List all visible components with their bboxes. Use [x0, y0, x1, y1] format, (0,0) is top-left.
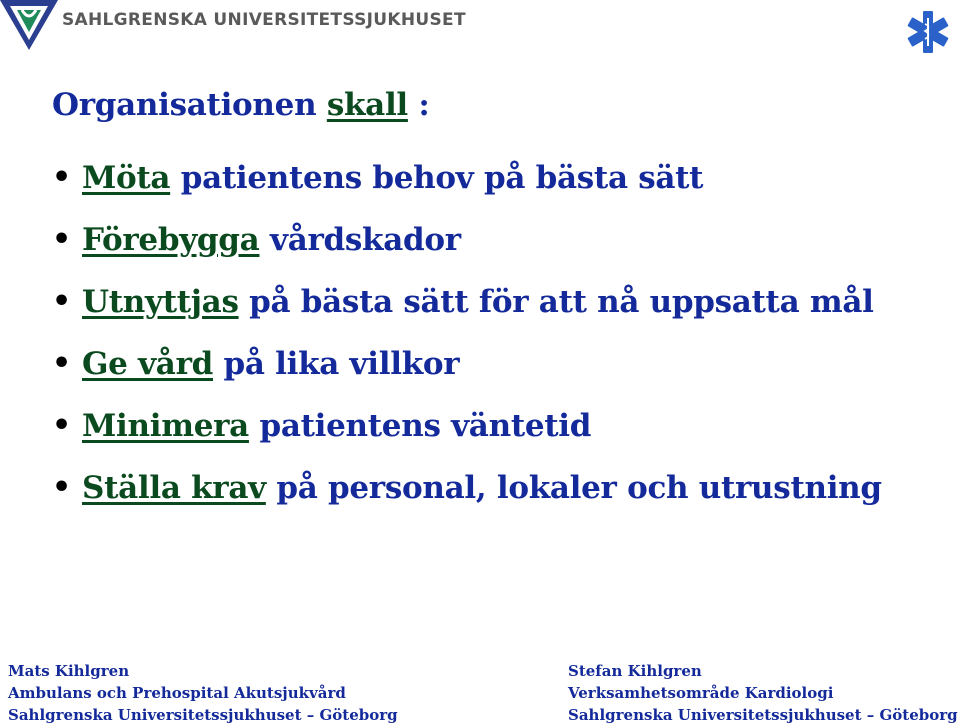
bullet-item	[52, 212, 932, 268]
footer-left-name: Mats Kihlgren	[8, 662, 130, 680]
title-suffix: :	[407, 87, 430, 123]
bullet-item	[52, 274, 942, 330]
bullet-text: patientens behov på bästa sätt	[170, 160, 704, 196]
brand-name: SAHLGRENSKA UNIVERSITETSSJUKHUSET	[62, 10, 466, 30]
bullet-emphasis: Ge vård	[82, 346, 213, 382]
footer-left-org: Sahlgrenska Universitetssjukhuset – Göteborg	[8, 706, 398, 724]
bullet-item	[52, 398, 932, 454]
slide-header	[0, 0, 960, 60]
bullet-text: på bästa sätt för att nå uppsatta mål	[238, 284, 874, 320]
title-emphasis: skall	[326, 87, 408, 123]
bullet-text: på lika villkor	[213, 346, 460, 382]
slide-content	[52, 84, 932, 522]
bullet-emphasis: Möta	[82, 160, 171, 196]
footer-left	[8, 660, 398, 726]
sahlgrenska-logo-icon	[0, 0, 58, 56]
bullet-emphasis: Ställa krav	[82, 470, 266, 506]
bullet-text: på personal, lokaler och utrustning	[265, 470, 882, 506]
bullet-emphasis: Utnyttjas	[82, 284, 239, 320]
bullet-emphasis: Förebygga	[82, 222, 260, 258]
bullet-item	[52, 336, 932, 392]
footer-left-unit: Ambulans och Prehospital Akutsjukvård	[8, 684, 346, 702]
footer-right-name: Stefan Kihlgren	[568, 662, 702, 680]
footer-right-unit: Verksamhetsområde Kardiologi	[568, 684, 834, 702]
star-of-life-icon	[906, 10, 950, 54]
title-prefix: Organisationen	[52, 87, 327, 123]
slide-title	[52, 84, 932, 126]
bullet-item	[52, 460, 942, 516]
footer-right-org: Sahlgrenska Universitetssjukhuset – Göteborg	[568, 706, 958, 724]
footer-right	[568, 660, 958, 726]
bullet-item	[52, 150, 932, 206]
bullet-emphasis: Minimera	[82, 408, 249, 444]
bullet-list	[52, 150, 932, 516]
bullet-text: patientens väntetid	[248, 408, 592, 444]
bullet-text: vårdskador	[259, 222, 461, 258]
